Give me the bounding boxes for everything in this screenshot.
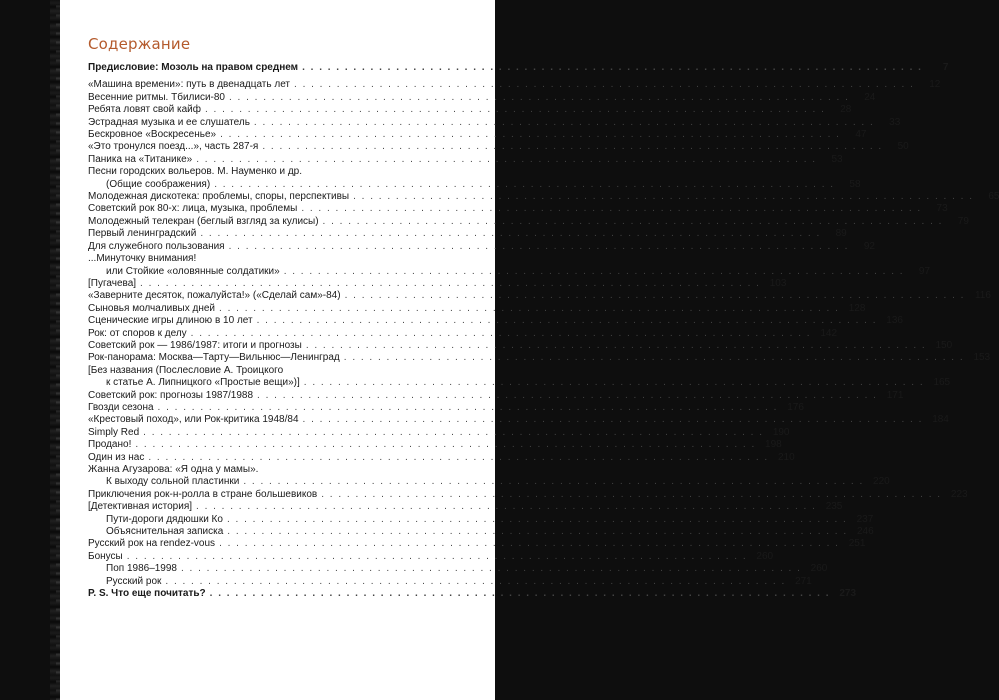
toc-leader-dots	[349, 191, 973, 203]
toc-leader-dots	[144, 452, 768, 464]
toc-entry	[88, 439, 782, 451]
toc-entry	[88, 62, 949, 74]
toc-page-number: 73	[936, 203, 948, 215]
toc-page-number: 273	[839, 588, 857, 600]
toc-entry	[88, 166, 394, 178]
toc-entry-title: Simply Red	[88, 426, 140, 438]
toc-page-number: 198	[765, 439, 782, 451]
toc-leader-dots	[210, 179, 834, 191]
toc-entry	[88, 327, 838, 340]
toc-page-number: 24	[864, 91, 876, 103]
toc-leader-dots	[253, 390, 877, 402]
toc-entry	[88, 451, 795, 464]
toc-entry-title: Первый ленинградский	[88, 228, 197, 240]
toc-entry	[88, 550, 774, 563]
toc-entry	[88, 153, 843, 166]
toc-leader-dots	[250, 117, 874, 129]
toc-leader-dots	[258, 141, 882, 153]
toc-entry-title: Песни городских вольеров. М. Науменко и др.	[88, 166, 303, 178]
toc-entry	[88, 178, 861, 191]
toc-entry-title: К выходу сольной пластинки	[106, 476, 240, 488]
toc-entry-title: Русский рок на rendez-vous	[88, 538, 216, 550]
toc-page-number: 89	[835, 228, 847, 240]
toc-leader-dots	[161, 576, 785, 588]
toc-entry-title: Рок: от споров к делу	[88, 327, 187, 339]
toc-entry	[88, 228, 847, 240]
toc-entry	[88, 215, 969, 228]
toc-entry	[88, 538, 866, 550]
toc-page-number: 92	[863, 240, 875, 252]
toc-entry	[88, 501, 843, 513]
toc-entry-title: Продано!	[88, 439, 132, 451]
toc-leader-dots	[123, 551, 747, 563]
toc-entry	[88, 91, 876, 104]
toc-page-number: 176	[787, 401, 804, 413]
toc-entry	[88, 79, 941, 91]
toc-entry	[88, 426, 790, 439]
toc-entry-title: Объяснительная записка	[106, 526, 224, 538]
toc-entry	[88, 315, 903, 327]
toc-entry	[88, 513, 874, 526]
toc-entry	[88, 526, 874, 538]
toc-entry-title: Для служебного пользования	[88, 240, 225, 252]
toc-page-number: 7	[942, 62, 949, 73]
toc-leader-dots	[298, 62, 922, 74]
toc-page-number: 103	[769, 277, 787, 289]
toc-entry	[88, 588, 857, 600]
toc-entry-title: [Пугачева]	[88, 277, 137, 289]
toc-entry-title: «Это тронулся поезд...», часть 287-я	[88, 141, 259, 153]
toc-entry	[88, 476, 890, 488]
toc-page-number: 65	[988, 191, 999, 203]
toc-entry-title: Поп 1986–1998	[106, 563, 177, 575]
toc-leader-dots	[317, 489, 941, 501]
toc-entry	[88, 488, 968, 501]
toc-entry-title: «Машина времени»: путь в двенадцать лет	[88, 79, 291, 91]
toc-entry-title: Бонусы	[88, 550, 123, 562]
toc-entry	[88, 104, 852, 116]
toc-page-number: 251	[848, 538, 866, 550]
toc-page-number: 47	[855, 129, 867, 141]
toc-leader-dots	[223, 526, 847, 538]
toc-page-number: 33	[889, 116, 901, 128]
toc-entry	[88, 339, 953, 352]
toc-leader-dots	[139, 427, 763, 439]
toc-leader-dots	[192, 501, 816, 513]
toc-entry-title: Пути-дороги дядюшки Ко	[106, 513, 223, 525]
toc-entry-title: P. S. Что еще почитать?	[88, 588, 206, 600]
toc-leader-dots	[340, 352, 964, 364]
toc-entry-title: к статье А. Липницкого «Простые вещи»)]	[106, 377, 300, 389]
toc-page-number: 142	[820, 327, 838, 339]
toc-entry	[88, 129, 867, 141]
toc-entry-title: Сыновья молчаливых дней	[88, 302, 216, 314]
toc-page-number: 237	[856, 513, 874, 525]
toc-leader-dots	[253, 315, 877, 327]
toc-entry-title: «Крестовый поход», или Рок-критика 1948/84	[88, 414, 299, 426]
toc-entry	[88, 401, 804, 414]
toc-entry	[88, 414, 949, 426]
toc-entry-title: Советский рок: прогнозы 1987/1988	[88, 389, 254, 401]
toc-page-number: 235	[825, 501, 843, 513]
toc-leader-dots	[215, 303, 839, 315]
toc-leader-dots	[206, 588, 830, 600]
toc-entry	[88, 116, 901, 129]
toc-entry	[88, 277, 787, 290]
toc-leader-dots	[187, 328, 811, 340]
page-title: Содержание	[88, 35, 191, 53]
toc-entry-title: Жанна Агузарова: «Я одна у мамы».	[88, 464, 259, 475]
toc-page-number: 116	[974, 290, 991, 302]
toc-entry-title: Советский рок 80-х: лица, музыка, проблемы	[88, 203, 298, 215]
toc-entry-title: Советский рок — 1986/1987: итоги и прогнозы	[88, 339, 302, 351]
toc-entry	[88, 203, 948, 215]
toc-page-number: 210	[778, 451, 795, 463]
toc-entry-title: «Заверните десяток, пожалуйста!» («Сделай сам»-84)	[88, 290, 341, 302]
toc-leader-dots	[280, 266, 904, 278]
toc-page-number: 97	[918, 265, 931, 277]
toc-entry	[88, 365, 394, 377]
toc-leader-dots	[302, 340, 926, 352]
toc-page-number: 220	[873, 476, 890, 488]
toc-leader-dots	[196, 228, 820, 240]
toc-leader-dots	[154, 402, 778, 414]
toc-leader-dots	[201, 104, 825, 116]
toc-page-number: 12	[929, 79, 941, 91]
toc-entry-title: Молодежный телекран (беглый взгляд за кулисы)	[88, 215, 319, 227]
page-edge-texture	[56, 0, 68, 700]
toc-leader-dots	[223, 514, 847, 526]
toc-leader-dots	[136, 278, 760, 290]
toc-leader-dots	[297, 203, 921, 215]
toc-leader-dots	[177, 563, 801, 575]
toc-leader-dots	[290, 79, 914, 91]
toc-page-number: 271	[795, 575, 812, 587]
table-of-contents	[88, 62, 999, 600]
toc-page-number: 246	[856, 526, 874, 538]
toc-page-number: 184	[932, 414, 949, 426]
toc-leader-dots	[300, 377, 924, 389]
toc-page-number: 50	[897, 141, 909, 153]
toc-entry-title: [Детективная история]	[88, 501, 193, 513]
toc-entry	[88, 575, 812, 588]
toc-entry	[88, 141, 909, 153]
toc-leader-dots	[341, 290, 965, 302]
toc-entry-title: (Общие соображения)	[106, 178, 211, 190]
toc-entry-title: Рок-панорама: Москва—Тарту—Вильнюс—Ленинград	[88, 352, 340, 364]
toc-entry	[88, 253, 394, 265]
toc-leader-dots	[299, 414, 923, 426]
toc-entry	[88, 191, 999, 203]
toc-entry-title: или Стойкие «оловянные солдатики»	[106, 265, 280, 277]
toc-entry-title: Предисловие: Мозоль на правом среднем	[88, 62, 299, 73]
toc-page-number: 190	[772, 426, 790, 438]
toc-entry-title: Молодежная дискотека: проблемы, споры, перспективы	[88, 191, 350, 203]
toc-page-number: 53	[831, 153, 843, 165]
toc-entry-title: ...Минуточку внимания!	[88, 253, 197, 265]
toc-page-number: 79	[957, 215, 969, 227]
toc-entry	[88, 389, 904, 402]
toc-page-number: 150	[935, 339, 953, 351]
toc-entry	[88, 563, 828, 575]
toc-entry-title: Эстрадная музыка и ее слушатель	[88, 116, 250, 128]
toc-page-number: 136	[886, 315, 903, 327]
toc-leader-dots	[225, 92, 849, 104]
toc-page-number: 171	[886, 389, 904, 401]
toc-entry	[88, 290, 991, 302]
toc-entry-title: Весенние ритмы. Тбилиси-80	[88, 91, 225, 103]
toc-entry-title: Русский рок	[106, 575, 162, 587]
toc-entry-title: Приключения рок-н-ролла в стране большевиков	[88, 488, 318, 500]
toc-entry	[88, 352, 991, 364]
toc-leader-dots	[216, 129, 840, 141]
toc-page-number: 28	[840, 104, 852, 116]
toc-page-number: 223	[950, 488, 968, 500]
toc-page-number: 165	[933, 377, 951, 389]
toc-entry-title: Сценические игры длиною в 10 лет	[88, 315, 253, 327]
toc-entry-title: [Без названия (Послесловие А. Троицкого	[88, 364, 284, 376]
toc-leader-dots	[239, 476, 863, 488]
toc-page-number: 260	[810, 563, 828, 575]
toc-leader-dots	[215, 538, 839, 550]
toc-page-number: 128	[848, 302, 866, 314]
toc-entry-title: Гвозди сезона	[88, 401, 154, 413]
toc-entry	[88, 265, 931, 278]
toc-leader-dots	[319, 216, 943, 228]
toc-entry	[88, 464, 394, 476]
toc-leader-dots	[225, 241, 849, 253]
toc-entry-title: Ребята ловят свой кайф	[88, 104, 201, 116]
toc-entry-title: Один из нас	[88, 451, 145, 463]
toc-entry-title: Паника на «Титанике»	[88, 153, 193, 165]
toc-entry	[88, 302, 866, 315]
toc-page-number: 153	[973, 352, 991, 364]
toc-leader-dots	[192, 154, 816, 166]
toc-entry	[88, 240, 875, 253]
toc-page-number: 58	[849, 178, 861, 190]
toc-entry	[88, 377, 951, 389]
toc-entry-title: Бескровное «Воскресенье»	[88, 129, 217, 141]
toc-page-number: 260	[756, 550, 774, 562]
toc-leader-dots	[131, 439, 755, 451]
